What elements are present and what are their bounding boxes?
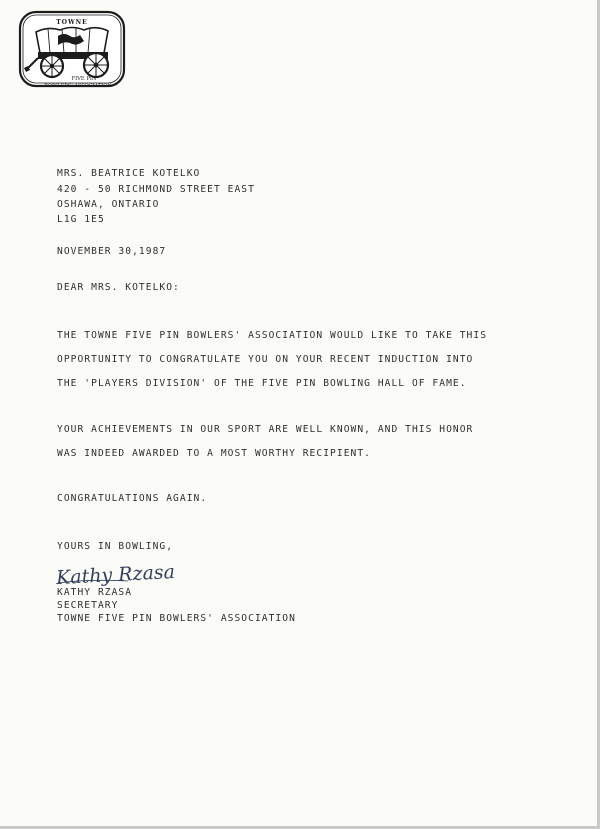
recipient-address-line2: OSHAWA, ONTARIO xyxy=(57,199,160,210)
body-paragraph1-line2: OPPORTUNITY TO CONGRATULATE YOU ON YOUR RECENT INDUCTION INTO xyxy=(57,354,474,365)
body-paragraph2-line2: WAS INDEED AWARDED TO A MOST WORTHY RECIPIENT. xyxy=(57,448,371,459)
salutation: DEAR MRS. KOTELKO: xyxy=(57,282,180,293)
body-paragraph2-line1: YOUR ACHIEVEMENTS IN OUR SPORT ARE WELL KNOWN, AND THIS HONOR xyxy=(57,424,474,435)
logo-bottom-line2: BOWLERS' ASSOCIATION xyxy=(44,83,112,89)
recipient-address-line1: 420 - 50 RICHMOND STREET EAST xyxy=(57,184,255,195)
body-paragraph1-line3: THE 'PLAYERS DIVISION' OF THE FIVE PIN BOWLING HALL OF FAME. xyxy=(57,378,467,389)
letter-date: NOVEMBER 30,1987 xyxy=(57,246,167,257)
recipient-name: MRS. BEATRICE KOTELKO xyxy=(57,168,201,179)
signer-title: SECRETARY xyxy=(57,600,119,611)
signature-icon xyxy=(54,556,214,590)
handwritten-signature xyxy=(54,556,214,590)
signer-organization: TOWNE FIVE PIN BOWLERS' ASSOCIATION xyxy=(57,613,296,624)
association-logo xyxy=(18,10,128,90)
valediction: YOURS IN BOWLING, xyxy=(57,541,174,552)
body-paragraph3: CONGRATULATIONS AGAIN. xyxy=(57,493,208,504)
covered-wagon-logo-icon xyxy=(18,10,128,90)
body-paragraph1-line1: THE TOWNE FIVE PIN BOWLERS' ASSOCIATION WOULD LIKE TO TAKE THIS xyxy=(57,330,488,341)
svg-text:Kathy Rzasa: Kathy Rzasa xyxy=(55,560,176,590)
recipient-postal-code: L1G 1E5 xyxy=(57,214,105,225)
logo-bottom-line1: FIVE PIN xyxy=(71,76,97,82)
logo-top-text: TOWNE xyxy=(56,19,88,26)
signer-name: KATHY RZASA xyxy=(57,587,133,598)
